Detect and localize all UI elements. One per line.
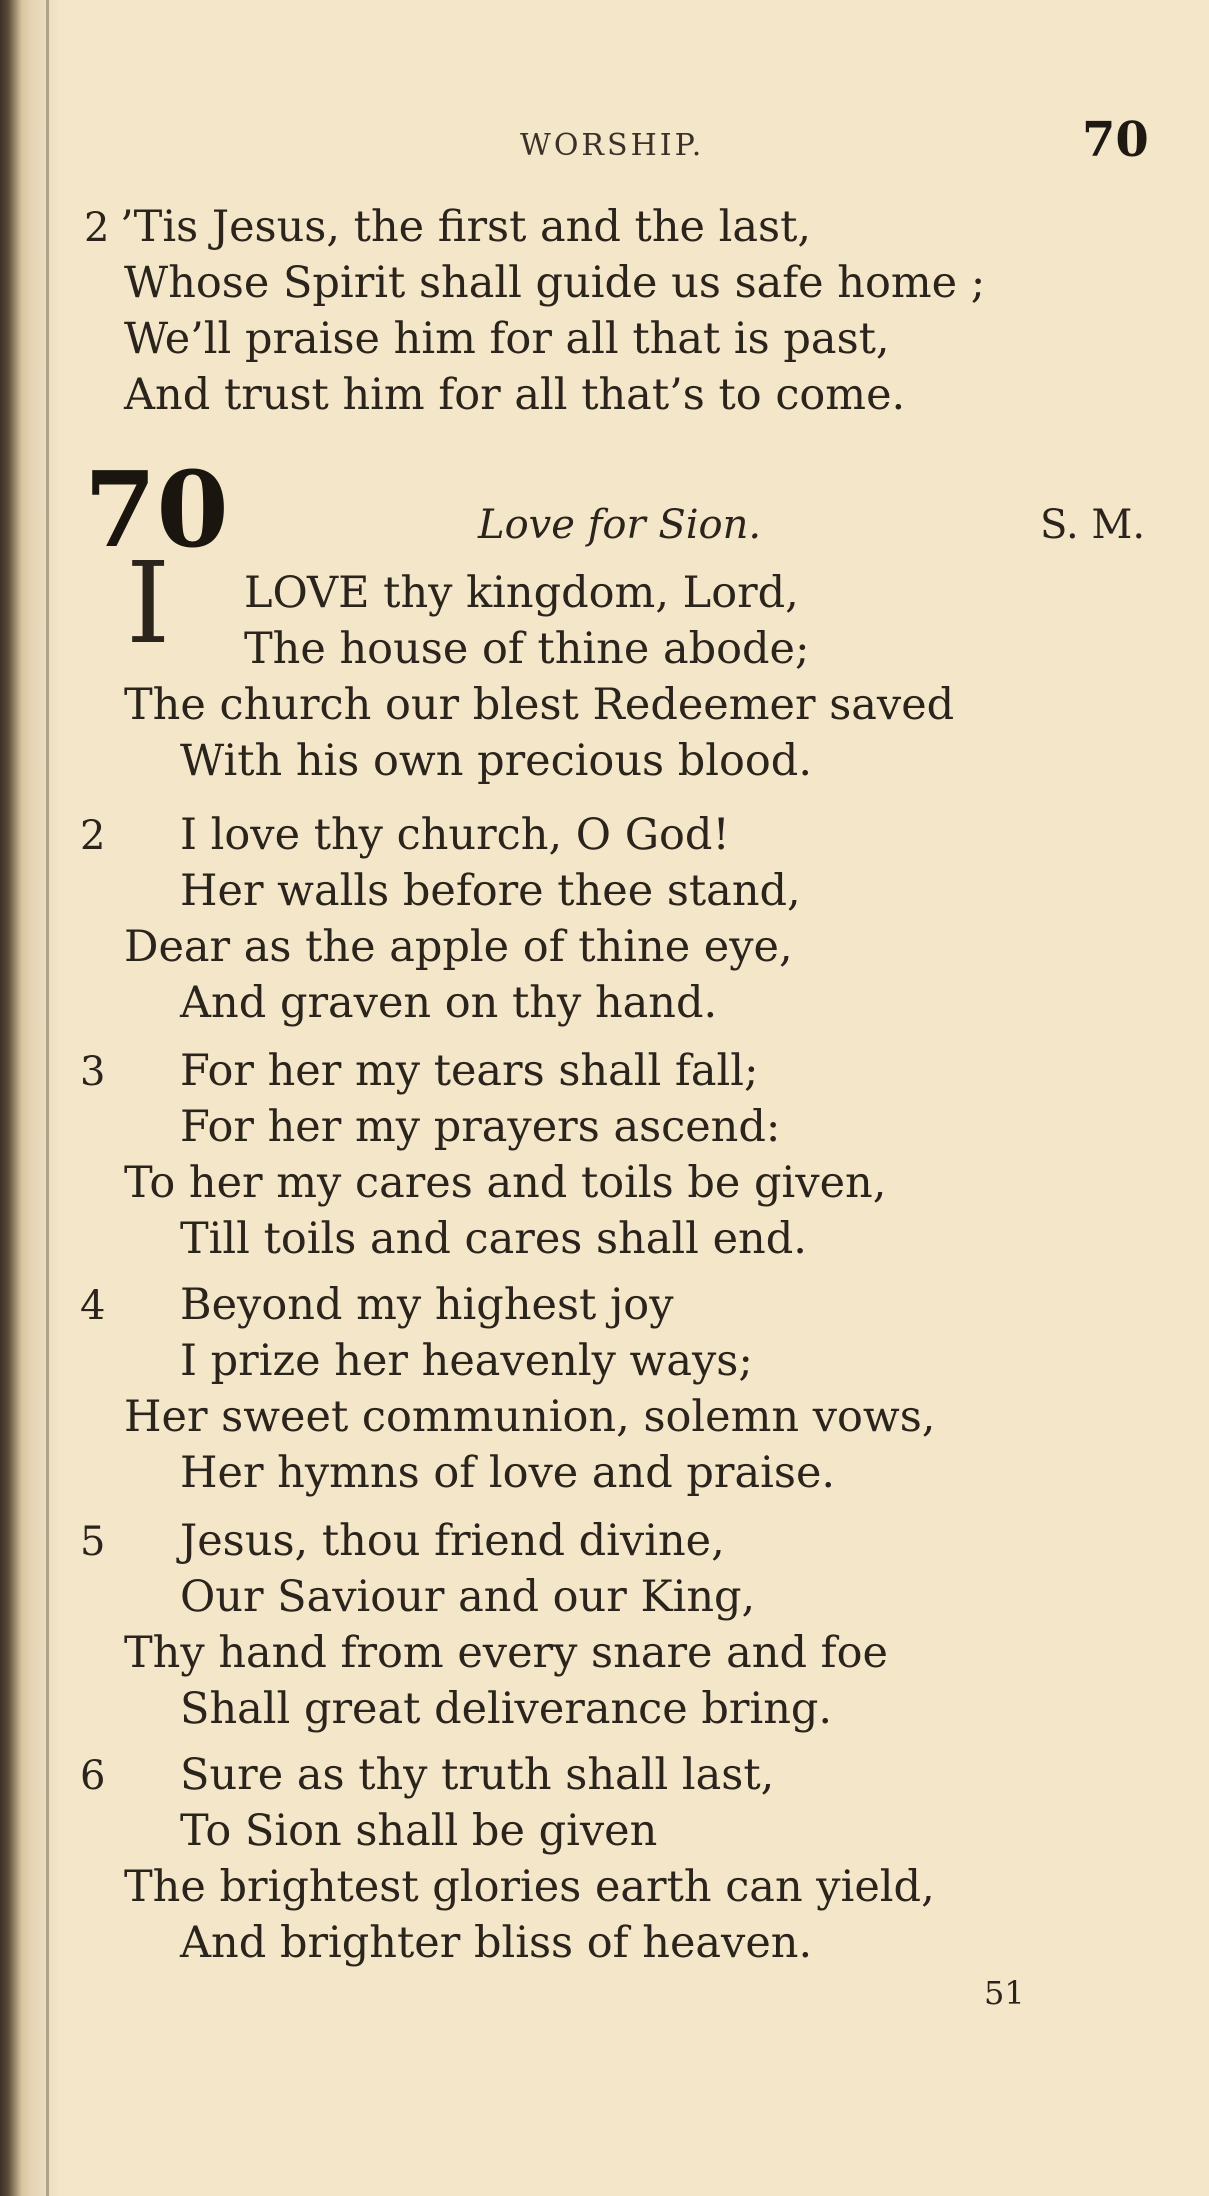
stanza-number: 2 — [80, 813, 106, 859]
verse-line: Her hymns of love and praise. — [180, 1448, 836, 1498]
verse-line: To her my cares and toils be given, — [124, 1158, 887, 1208]
hymn-meter: S. M. — [1040, 502, 1146, 548]
verse-line: Our Saviour and our King, — [180, 1572, 756, 1622]
hymn-title: Love for Sion. — [478, 502, 762, 548]
verse-line: Thy hand from every snare and foe — [124, 1628, 888, 1678]
verse-line: ’Tis Jesus, the first and the last, — [120, 202, 812, 252]
stanza-number: 2 — [84, 205, 110, 251]
verse-line: Sure as thy truth shall last, — [180, 1750, 775, 1800]
verse-line: Shall great deliverance bring. — [180, 1684, 833, 1734]
stanza-number: 4 — [80, 1283, 106, 1329]
book-spine — [0, 0, 30, 2196]
verse-line: For her my prayers ascend: — [180, 1102, 781, 1152]
verse-line: The house of thine abode; — [244, 624, 810, 674]
hymn-number: 70 — [84, 448, 229, 571]
verse-line: For her my tears shall fall; — [180, 1046, 759, 1096]
verse-line: Dear as the apple of thine eye, — [124, 922, 793, 972]
verse-line: Her sweet communion, solemn vows, — [124, 1392, 936, 1442]
running-head: WORSHIP. — [520, 128, 705, 163]
verse-line: I prize her heavenly ways; — [180, 1336, 753, 1386]
page-gutter-line — [46, 0, 49, 2196]
verse-line: And graven on thy hand. — [180, 978, 718, 1028]
verse-line: Beyond my highest joy — [180, 1280, 674, 1330]
page-number: 51 — [984, 1974, 1025, 2012]
verse-line: With his own precious blood. — [180, 736, 813, 786]
verse-line: The brightest glories earth can yield, — [124, 1862, 935, 1912]
drop-cap: I — [126, 539, 171, 669]
stanza-number: 6 — [80, 1753, 106, 1799]
verse-line: I love thy church, O God! — [180, 810, 730, 860]
verse-line: And brighter bliss of heaven. — [180, 1918, 813, 1968]
verse-line: Her walls before thee stand, — [180, 866, 801, 916]
verse-line: The church our blest Redeemer saved — [124, 680, 955, 730]
verse-line: Whose Spirit shall guide us safe home ; — [124, 258, 986, 308]
verse-line: And trust him for all that’s to come. — [124, 370, 906, 420]
stanza-number: 5 — [80, 1519, 106, 1565]
verse-line: To Sion shall be given — [180, 1806, 658, 1856]
verse-line: We’ll praise him for all that is past, — [124, 314, 890, 364]
stanza-number: 3 — [80, 1049, 106, 1095]
verse-line: Till toils and cares shall end. — [180, 1214, 807, 1264]
verse-line: LOVE thy kingdom, Lord, — [244, 568, 799, 618]
hymn-corner-number: 70 — [1082, 112, 1149, 168]
verse-line: Jesus, thou friend divine, — [180, 1516, 725, 1566]
